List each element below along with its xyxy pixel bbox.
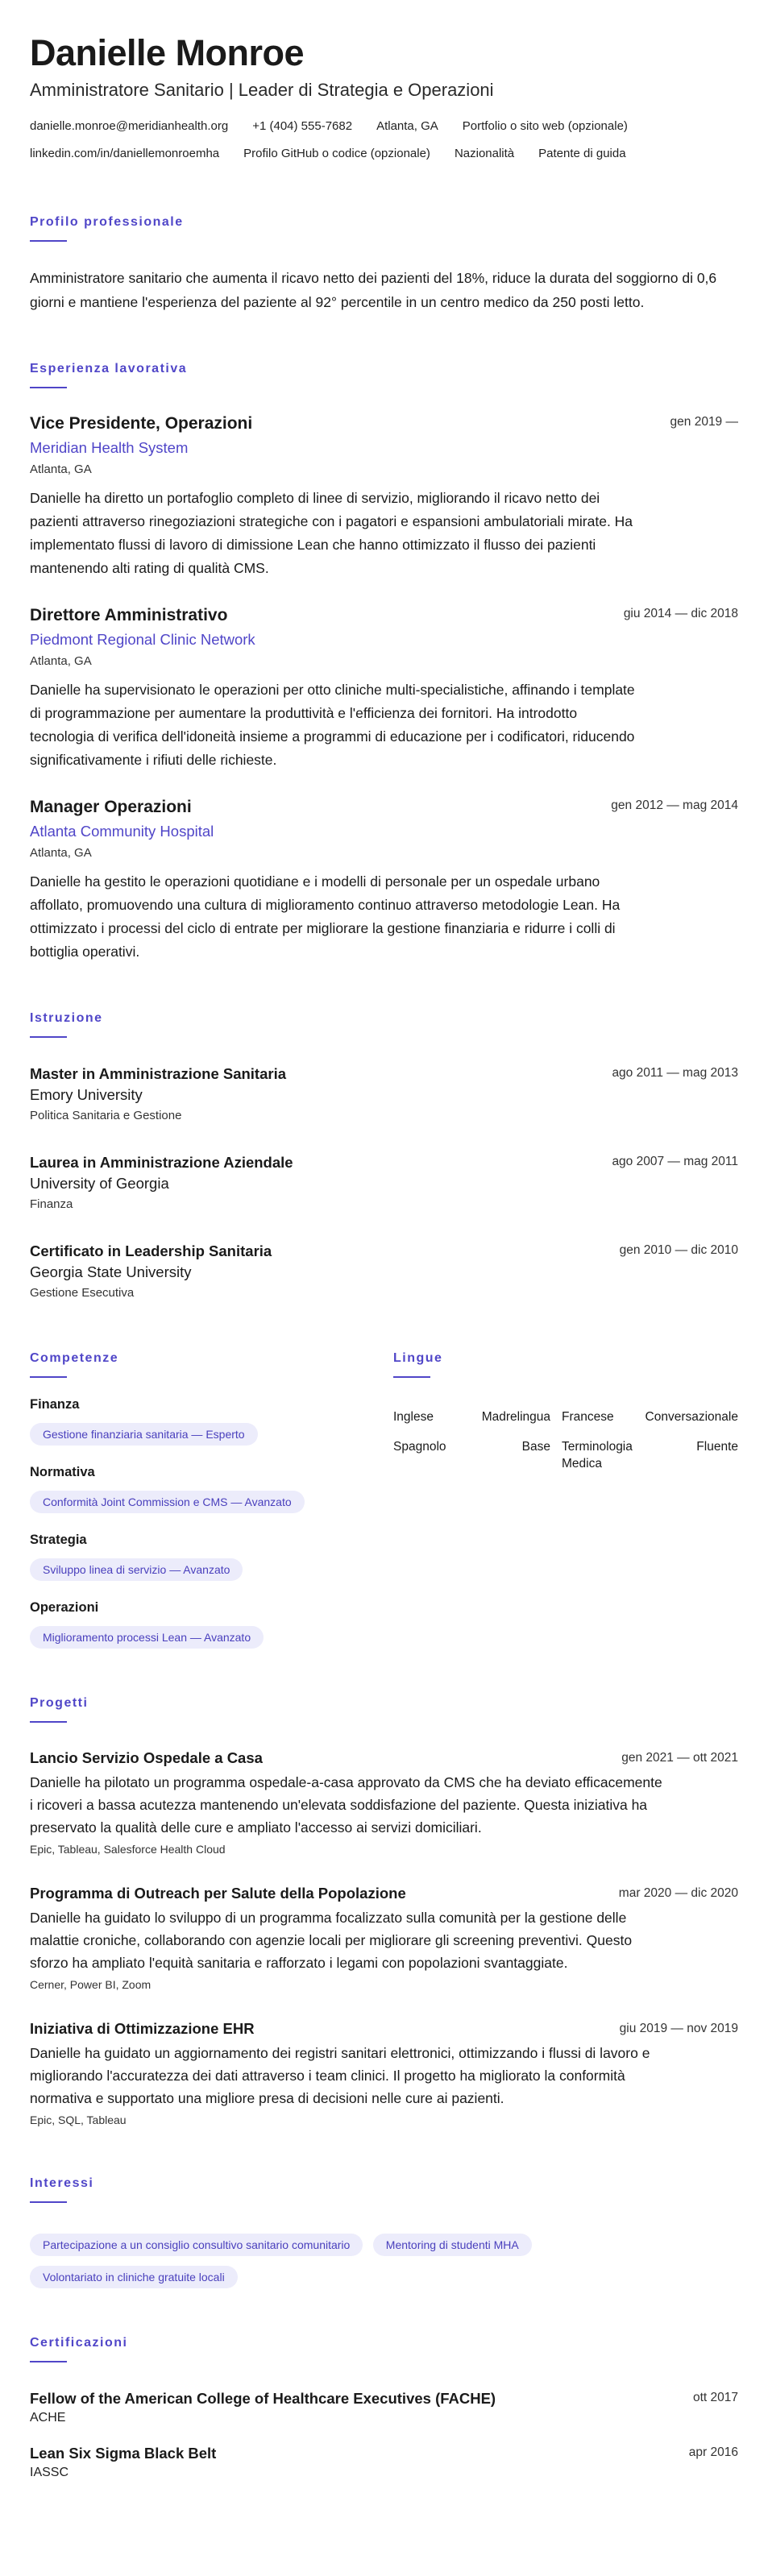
profile-summary: Amministratore sanitario che aumenta il ricavo netto dei pazienti del 18%, riduce la durata del soggiorno di 0,6 giorni e mantiene l'esperienza del paziente al 92° percentile in un centro medico da 250 posti letto. xyxy=(30,270,717,310)
experience-section xyxy=(30,361,738,964)
language-row xyxy=(393,1408,738,1425)
section-divider xyxy=(30,387,67,388)
section-title: Progetti xyxy=(30,1696,89,1710)
education-entry xyxy=(30,1064,738,1126)
certification-name: Lean Six Sigma Black Belt xyxy=(30,2445,217,2462)
contact-nationality: Nazionalità xyxy=(454,147,515,160)
job-company: Atlanta Community Hospital xyxy=(30,823,214,840)
language-level: Base xyxy=(521,1440,550,1454)
section-divider xyxy=(30,2361,67,2362)
section-divider xyxy=(393,1376,430,1378)
project-date: giu 2019 — nov 2019 xyxy=(619,2022,738,2035)
education-section xyxy=(30,1010,738,1304)
job-date: giu 2014 — dic 2018 xyxy=(623,607,738,620)
certification-issuer: ACHE xyxy=(30,2411,66,2425)
job-entry xyxy=(30,604,738,772)
education-degree: Master in Amministrazione Sanitaria xyxy=(30,1065,287,1082)
project-entry xyxy=(30,1748,738,1858)
education-school: Emory University xyxy=(30,1086,143,1103)
education-date: ago 2007 — mag 2011 xyxy=(612,1155,738,1168)
job-description: Danielle ha diretto un portafoglio completo di linee di servizio, migliorando il ricavo netto dei pazienti attraverso rinegoziazioni strategiche con i pagatori e espansioni ambulatoriali mirate. Ha implementato flussi di lavoro di dimissione Lean che hanno ottimizzato il flusso dei pazienti mantenendo alti rating di qualità CMS. xyxy=(30,490,633,576)
language-level: Conversazionale xyxy=(645,1410,738,1424)
languages-section xyxy=(393,1350,738,1649)
interest-chip: Volontariato in cliniche gratuite locali xyxy=(30,2266,238,2288)
project-description: Danielle ha guidato lo sviluppo di un programma focalizzato sulla comunità per la gestione delle malattie croniche, collaborando con agenzie locali per migliorare gli screening preventivi. Questo sforzo ha ampliato l'equità sanitaria e rafforzato i legami con popolazioni svantaggiate. xyxy=(30,1910,633,1971)
section-title: Certificazioni xyxy=(30,2336,128,2350)
project-name: Iniziativa di Ottimizzazione EHR xyxy=(30,2020,255,2037)
education-entry xyxy=(30,1152,738,1215)
skill-group xyxy=(30,1396,393,1446)
section-divider xyxy=(30,1036,67,1038)
language-level: Fluente xyxy=(696,1440,738,1454)
section-title: Profilo professionale xyxy=(30,215,184,229)
job-location: Atlanta, GA xyxy=(30,846,92,860)
section-divider xyxy=(30,1721,67,1723)
project-date: gen 2021 — ott 2021 xyxy=(621,1751,738,1765)
language-level: Madrelingua xyxy=(481,1410,550,1424)
certification-date: ott 2017 xyxy=(692,2391,738,2404)
candidate-name: Danielle Monroe xyxy=(30,32,305,73)
education-field: Politica Sanitaria e Gestione xyxy=(30,1109,182,1122)
education-entry xyxy=(30,1241,738,1304)
contact-phone[interactable]: +1 (404) 555-7682 xyxy=(252,119,353,133)
project-tools: Epic, Tableau, Salesforce Health Cloud xyxy=(30,1843,226,1856)
skill-category: Operazioni xyxy=(30,1600,99,1615)
skill-chip: Gestione finanziaria sanitaria — Esperto xyxy=(30,1423,258,1446)
contact-linkedin[interactable]: linkedin.com/in/daniellemonroemha xyxy=(30,147,220,160)
section-title: Istruzione xyxy=(30,1011,103,1025)
education-degree: Laurea in Amministrazione Aziendale xyxy=(30,1154,293,1171)
contact-driving-license: Patente di guida xyxy=(538,147,626,160)
candidate-headline: Amministratore Sanitario | Leader di Strategia e Operazioni xyxy=(30,80,494,100)
project-entry xyxy=(30,2019,738,2129)
language-name: Inglese xyxy=(393,1410,434,1424)
section-title: Competenze xyxy=(30,1351,119,1365)
job-company: Meridian Health System xyxy=(30,439,189,456)
job-company: Piedmont Regional Clinic Network xyxy=(30,631,255,648)
language-name: Francese xyxy=(562,1410,614,1424)
project-description: Danielle ha guidato un aggiornamento dei registri sanitari elettronici, ottimizzando i flussi di lavoro e migliorando l'accuratezza dei dati attraverso i team clinici. Il progetto ha migliorato la conformità normativa e supportato una migliore presa di decisioni nelle cure ai pazienti. xyxy=(30,2045,650,2106)
projects-section xyxy=(30,1695,738,2129)
skills-languages-row xyxy=(30,1350,738,1649)
contact-github[interactable]: Profilo GitHub o codice (opzionale) xyxy=(243,147,430,160)
job-description: Danielle ha gestito le operazioni quotidiane e i modelli di personale per un ospedale urbano affollato, promuovendo una cultura di miglioramento continuo attraverso metodologie Lean. Ha ottimizzato i processi del ciclo di entrate per migliorare la gestione finanziaria e ridurre i colli di bottiglia operativi. xyxy=(30,873,621,960)
section-title: Interessi xyxy=(30,2176,94,2190)
project-entry xyxy=(30,1884,738,1993)
project-name: Programma di Outreach per Salute della Popolazione xyxy=(30,1885,406,1902)
project-tools: Epic, SQL, Tableau xyxy=(30,2113,127,2126)
certification-entry xyxy=(30,2388,738,2427)
contact-portfolio[interactable]: Portfolio o sito web (opzionale) xyxy=(462,119,628,133)
language-name: Terminologia Medica xyxy=(562,1440,633,1471)
certifications-section xyxy=(30,2335,738,2482)
certification-name: Fellow of the American College of Healthcare Executives (FACHE) xyxy=(30,2390,496,2407)
section-divider xyxy=(30,1376,67,1378)
skill-chip: Conformità Joint Commission e CMS — Avanzato xyxy=(30,1491,305,1513)
skill-chip: Miglioramento processi Lean — Avanzato xyxy=(30,1626,264,1649)
job-entry xyxy=(30,413,738,580)
language-table xyxy=(393,1408,738,1472)
education-field: Finanza xyxy=(30,1197,73,1211)
job-location: Atlanta, GA xyxy=(30,654,92,668)
interest-chip: Partecipazione a un consiglio consultivo sanitario comunitario xyxy=(30,2234,363,2256)
interests-section xyxy=(30,2176,738,2288)
project-description: Danielle ha pilotato un programma ospedale-a-casa approvato da CMS che ha deviato efficacemente i ricoveri a bassa acutezza mantenendo un'elevata soddisfazione del paziente. Questa iniziativa ha preservato la qualità delle cure e ampliato l'accesso ai servizi domiciliari. xyxy=(30,1774,662,1836)
contact-list xyxy=(30,113,739,168)
skill-category: Finanza xyxy=(30,1397,80,1412)
job-title: Manager Operazioni xyxy=(30,798,192,816)
interest-chip: Mentoring di studenti MHA xyxy=(373,2234,532,2256)
skill-chip: Sviluppo linea di servizio — Avanzato xyxy=(30,1558,243,1581)
certification-entry xyxy=(30,2443,738,2482)
skill-category: Strategia xyxy=(30,1533,87,1547)
certification-date: apr 2016 xyxy=(688,2445,738,2459)
education-date: ago 2011 — mag 2013 xyxy=(612,1066,738,1080)
project-tools: Cerner, Power BI, Zoom xyxy=(30,1978,152,1991)
section-title: Esperienza lavorativa xyxy=(30,362,188,375)
education-field: Gestione Esecutiva xyxy=(30,1286,135,1300)
education-school: University of Georgia xyxy=(30,1175,169,1192)
job-entry xyxy=(30,796,738,964)
section-divider xyxy=(30,2201,67,2203)
interest-chips xyxy=(30,2224,739,2288)
certification-issuer: IASSC xyxy=(30,2466,69,2479)
education-degree: Certificato in Leadership Sanitaria xyxy=(30,1242,272,1259)
language-name: Spagnolo xyxy=(393,1440,446,1454)
skills-section xyxy=(30,1350,393,1649)
job-date: gen 2019 — xyxy=(670,415,738,429)
project-date: mar 2020 — dic 2020 xyxy=(618,1886,738,1900)
contact-email[interactable]: danielle.monroe@meridianhealth.org xyxy=(30,119,229,133)
language-row xyxy=(393,1438,738,1472)
job-title: Vice Presidente, Operazioni xyxy=(30,414,253,433)
section-divider xyxy=(30,240,67,242)
education-school: Georgia State University xyxy=(30,1263,192,1280)
job-date: gen 2012 — mag 2014 xyxy=(611,799,738,812)
project-name: Lancio Servizio Ospedale a Casa xyxy=(30,1749,263,1766)
skill-category: Normativa xyxy=(30,1465,95,1479)
education-date: gen 2010 — dic 2010 xyxy=(619,1243,738,1257)
skill-group xyxy=(30,1531,393,1581)
job-description: Danielle ha supervisionato le operazioni per otto cliniche multi-specialistiche, affinando i template di programmazione per aumentare la produttività e l'efficienza dei fornitori. Ha introdotto tecnologia di verifica dell'idoneità insieme a programmi di educazione per i codificatori, riducendo significativamente i rifiuti delle richieste. xyxy=(30,682,635,768)
job-title: Direttore Amministrativo xyxy=(30,606,228,624)
job-location: Atlanta, GA xyxy=(30,463,92,476)
skill-group xyxy=(30,1463,393,1513)
contact-location: Atlanta, GA xyxy=(376,119,438,133)
section-title: Lingue xyxy=(393,1351,443,1365)
profile-section xyxy=(30,214,738,314)
skill-group xyxy=(30,1599,393,1649)
